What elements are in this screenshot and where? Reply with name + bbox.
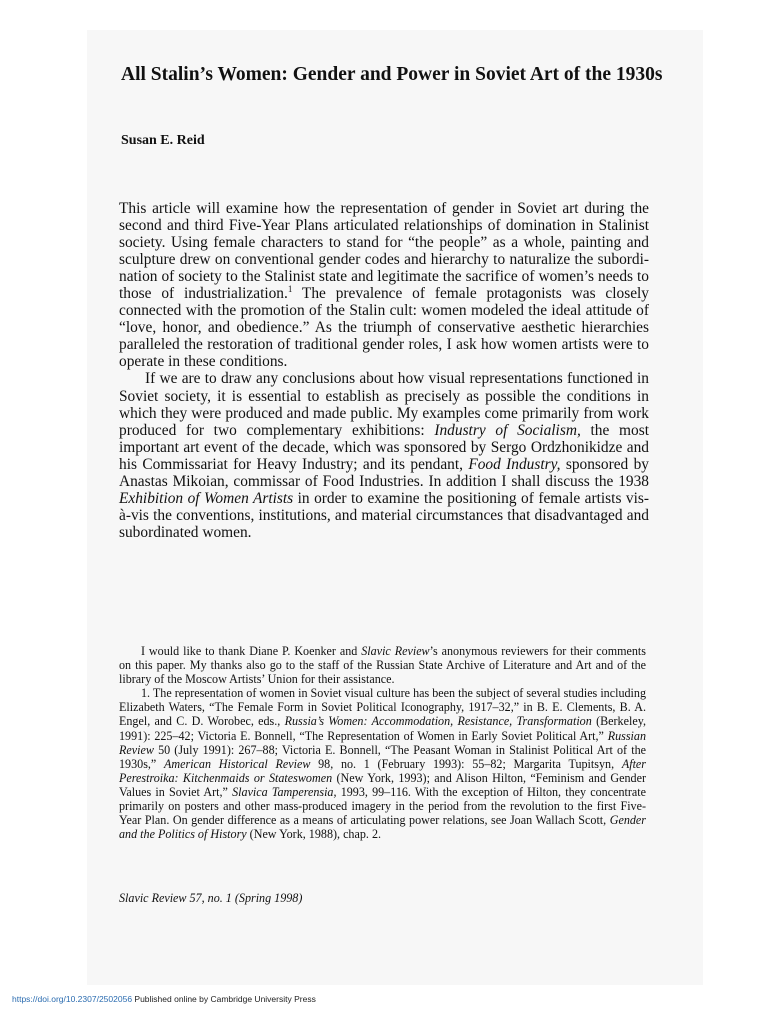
article-title: All Stalin’s Women: Gender and Power in Soviet Art of the 1930s [121,64,663,85]
footnote-marker[interactable]: 1 [287,284,293,295]
footnote-1: 1. The representation of women in Soviet visual culture has been the subject of several studies including Elizabeth Waters, “The Female Form in Soviet Political Iconography, 1917–32,” in B. E. Clements, B. A. Engel, and C. D. Worobec, eds., Russia’s Women: Accommodation, Resistance, Transformation (Berkeley, 1991): 225–42; Victoria E. Bonnell, “The Representation of Women in Early Soviet Political Art,” Russian Review 50 (July 1991): 267–88; Victoria E. Bonnell, “The Peasant Woman in Stalinist Political Art of the 1930s,” American Historical Review 98, no. 1 (February 1993): 55–82; Margarita Tupitsyn, After Perestroika: Kitchenmaids or Stateswomen (New York, 1993); and Alison Hilton, “Feminism and Gender Values in Soviet Art,” Slavica Tamperensia, 1993, 99–116. With the exception of Hilton, they concentrate primarily on posters and other mass-produced imagery in the period from the revolution to the first Five-Year Plan. On gender difference as a means of articulating power relations, see Joan Wallach Scott, Gender and the Politics of History (New York, 1988), chap. 2. [119,686,647,842]
body-paragraph-1: This article will examine how the representation of gender in Soviet art during the second and third Five-Year Plans articulated relationships of domination in Stalinist society. Using female characters to stand for “the people” as a whole, painting and sculpture drew on conventional gender codes and hierarchy to naturalize the subordination of society to the Stalinist state and legitimate the sacrifice of women’s needs to those of industrialization.$^1$ The prevalence of female protagonists was closely connected with the promotion of the Stalin cult: women modeled the ideal attitude of “love, honor, and obedience.” As the triumph of conservative aesthetic hierarchies paralleled the restoration of traditional gender roles, I ask how women artists were to operate in these conditions. [119,200,649,371]
article-body [119,200,649,541]
journal-citation: Slavic Review 57, no. 1 (Spring 1998) [119,891,303,905]
publisher-note: Published online by Cambridge University Press [132,994,316,1004]
acknowledgment-note: I would like to thank Diane P. Koenker and Slavic Review’s anonymous reviewers for their comments on this paper. My thanks also go to the staff of the Russian State Archive of Literature and Art and of the library of the Moscow Artists’ Union for their assistance. [119,644,646,687]
doi-link[interactable]: https://doi.org/10.2307/2502056 [12,994,133,1004]
page-footer [12,994,316,1004]
body-paragraph-2: If we are to draw any conclusions about how visual representations functioned in Soviet society, it is essential to establish as precisely as possible the conditions in which they were produced and made public. My examples come primarily from work produced for two complementary exhibitions: Industry of Socialism, the most important art event of the decade, which was sponsored by Sergo Ordzhonikidze and his Commissariat for Heavy Industry; and its pendant, Food Industry, sponsored by Anastas Mikoian, commissar of Food Industries. In addition I shall discuss the 1938 Exhibition of Women Artists in order to examine the positioning of female artists vis-à-vis the conventions, institutions, and material circumstances that disadvantaged and subordinated women. [119,370,649,541]
footnotes [119,644,646,841]
article-author: Susan E. Reid [121,133,205,148]
